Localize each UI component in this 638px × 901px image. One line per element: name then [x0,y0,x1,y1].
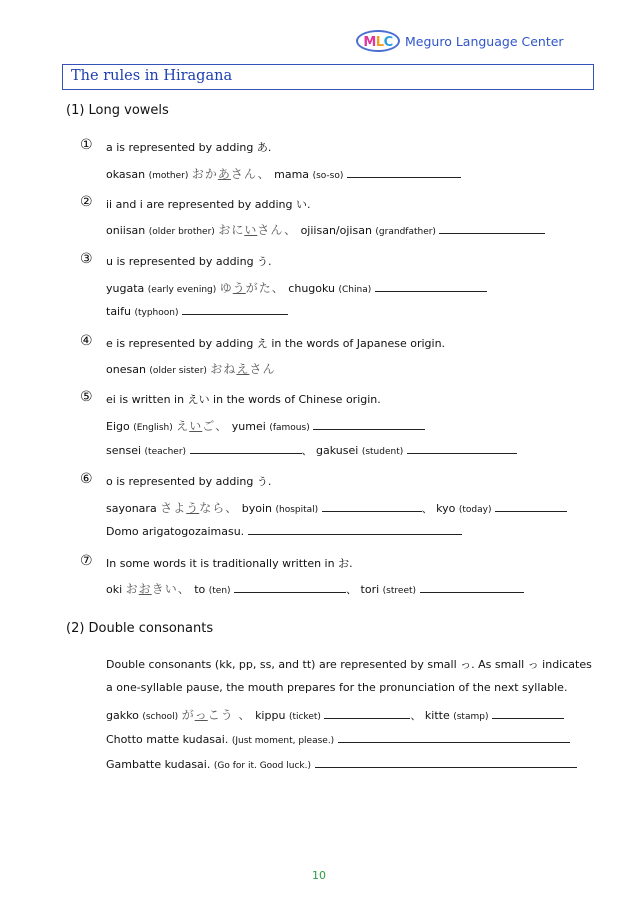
section-2-line-2: a one-syllable pause, the mouth prepares for the pronunciation of the next syllable. [106,681,568,694]
page-title: The rules in Hiragana [71,68,233,84]
word-note: (school) [142,712,179,722]
answer-blank[interactable] [315,757,577,768]
kana: おおきい、 [125,582,191,596]
item-1-rule: a is represented by adding あ. [106,141,272,154]
word-note: (China) [338,285,372,295]
item-4-examples [106,360,275,377]
sentence: Gambatte kudasai. [106,758,211,771]
section-2-examples: gakko (school) がっこう 、 kippu (ticket) 、 kitte (stamp) [106,706,564,723]
item-5-examples [106,417,425,434]
item-4-rule: e is represented by adding え in the words of Japanese origin. [106,337,446,350]
answer-blank[interactable] [492,708,564,719]
item-7-rule: In some words it is traditionally written in お. [106,557,353,570]
word: Eigo [106,420,130,433]
item-1-examples [106,165,461,182]
word-note: (grandfather) [375,227,436,237]
answer-blank[interactable] [439,223,545,234]
answer-blank[interactable] [407,443,517,454]
word-note: (ten) [208,586,231,596]
word-note: (older brother) [148,227,215,237]
section-2-sentence-1 [106,732,570,746]
word: sayonara [106,502,157,515]
answer-blank[interactable] [313,419,425,430]
answer-blank[interactable] [324,708,410,719]
item-3-number: ③ [80,251,93,267]
word-note: (early evening) [147,285,217,295]
word: sensei [106,444,142,457]
word: tori [360,583,380,596]
kana: えいご、 [176,419,229,433]
word: ojiisan/ojisan [300,224,372,237]
word: kitte [424,709,450,722]
word-note: (today) [458,505,492,515]
word-note: (mother) [148,171,189,181]
header [356,30,564,52]
item-4-number: ④ [80,333,93,349]
item-6-rule: o is represented by adding う. [106,475,272,488]
item-3-rule: u is represented by adding う. [106,255,272,268]
page-number: 10 [312,869,326,882]
kana: おかあさん、 [191,167,271,181]
word: yumei [231,420,266,433]
section-2-sentence-2 [106,757,577,771]
word: taifu [106,305,131,318]
answer-blank[interactable] [495,501,567,512]
answer-blank[interactable] [190,443,302,454]
answer-blank[interactable] [347,167,461,178]
section-1-heading: (1) Long vowels [66,103,169,118]
word: gakusei [316,444,359,457]
sentence-note: (Just moment, please.) [231,736,335,746]
word: oki [106,583,123,596]
word-note: (street) [382,586,417,596]
sentence-note: (Go for it. Good luck.) [213,761,311,771]
answer-blank[interactable] [420,582,524,593]
word: byoin [241,502,272,515]
item-5-number: ⑤ [80,389,93,405]
answer-blank[interactable] [248,524,462,535]
word: gakko [106,709,139,722]
section-2-heading: (2) Double consonants [66,621,214,636]
word: chugoku [288,282,336,295]
word-note: (student) [361,447,404,457]
item-1-number: ① [80,137,93,153]
word-note: (stamp) [453,712,489,722]
item-3-examples [106,279,487,296]
word-note: (English) [133,423,173,433]
item-2-number: ② [80,194,93,210]
kana: さようなら、 [160,501,239,515]
word: mama [274,168,310,181]
answer-blank[interactable] [338,732,570,743]
answer-blank[interactable] [234,582,346,593]
word-note: (so-so) [312,171,344,181]
kana: がっこう 、 [181,708,252,722]
item-7-number: ⑦ [80,553,93,569]
item-5-rule: ei is written in えい in the words of Chinese origin. [106,393,381,406]
item-3-examples-2 [106,304,288,318]
mlc-logo: MLC [356,30,400,52]
center-name: Meguro Language Center [405,33,564,49]
word-note: (older sister) [149,366,207,376]
kana: おにいさん、 [218,223,298,237]
answer-blank[interactable] [375,281,487,292]
sentence: Domo arigatogozaimasu. [106,525,245,538]
item-5-examples-2: sensei (teacher) 、 gakusei (student) [106,442,517,458]
item-6-number: ⑥ [80,471,93,487]
word: yugata [106,282,145,295]
item-2-examples [106,221,545,238]
kana: ゆうがた、 [219,281,285,295]
answer-blank[interactable] [322,501,422,512]
section-2-line-1: Double consonants (kk, pp, ss, and tt) are represented by small っ. As small っ indicates [106,658,592,671]
kana: おねえさん [210,362,276,376]
word: oniisan [106,224,146,237]
word: okasan [106,168,146,181]
word-note: (ticket) [288,712,321,722]
word-note: (teacher) [144,447,187,457]
word-note: (famous) [269,423,310,433]
word: kyo [436,502,456,515]
item-2-rule: ii and i are represented by adding い. [106,198,311,211]
item-6-examples: sayonara さようなら、 byoin (hospital) 、 kyo (today) [106,499,567,516]
word-note: (hospital) [275,505,319,515]
title-box [62,64,594,90]
answer-blank[interactable] [182,304,288,315]
word: to [194,583,206,596]
sentence: Chotto matte kudasai. [106,733,229,746]
item-6-examples-2 [106,524,462,538]
word-note: (typhoon) [134,308,179,318]
word: onesan [106,363,146,376]
item-7-examples: oki おおきい、 to (ten) 、 tori (street) [106,580,524,597]
word: kippu [255,709,286,722]
